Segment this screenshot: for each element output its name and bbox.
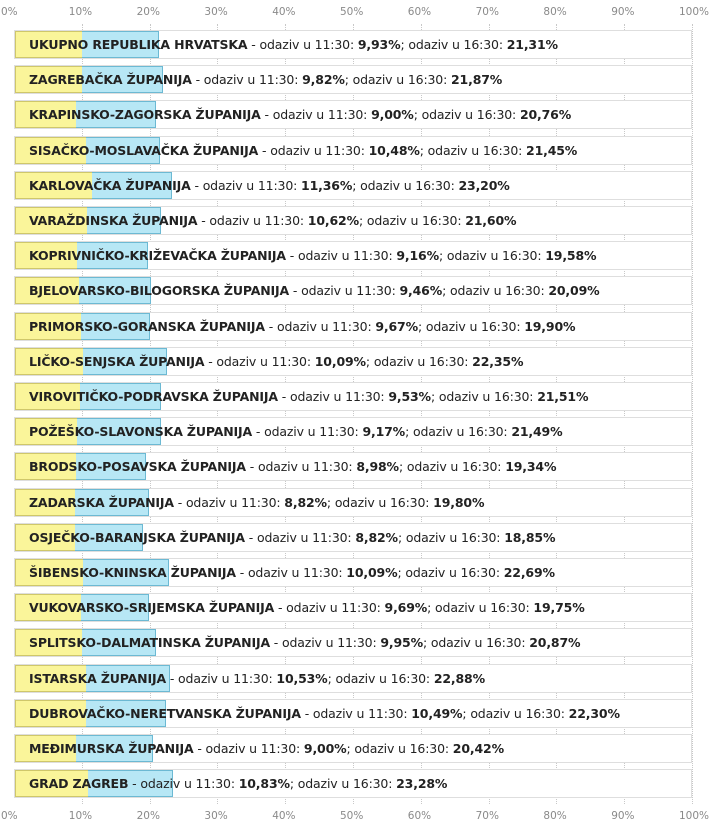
region-row (14, 312, 692, 341)
value-label-1130: 9,46% (399, 283, 443, 298)
series-name-1130: odaziv u 11:30 (202, 178, 294, 193)
region-row (14, 136, 692, 165)
row-label (29, 242, 596, 269)
row-label (29, 101, 571, 128)
label-connector: - (300, 706, 313, 721)
value-label-1130: 9,16% (396, 248, 439, 263)
series-name-1630: odaziv u 16:30 (435, 600, 526, 615)
label-connector: - (269, 635, 282, 650)
label-separator: ; (365, 354, 374, 369)
value-label-1130: 10,53% (276, 671, 328, 686)
row-label (29, 348, 523, 375)
label-connector: - (260, 107, 273, 122)
region-row (14, 769, 692, 798)
value-label-1630: 19,90% (524, 319, 576, 334)
label-separator: ; (398, 459, 407, 474)
value-label-1130: 9,67% (375, 319, 418, 334)
gridline (692, 24, 693, 804)
label-separator: ; (438, 248, 447, 263)
value-label-1130: 9,93% (357, 37, 401, 52)
series-name-1630: odaziv u 16:30 (421, 107, 513, 122)
label-connector: - (264, 319, 277, 334)
label-connector: - (193, 741, 206, 756)
label-colon: : (443, 72, 451, 87)
row-label (29, 489, 484, 516)
series-name-1130: odaziv u 11:30 (185, 495, 277, 510)
region-row (14, 417, 692, 446)
region-name: SISAČKO-MOSLAVAČKA ŽUPANIJA (29, 143, 259, 158)
label-connector: - (244, 530, 257, 545)
label-colon: : (306, 354, 315, 369)
value-label-1130: 9,00% (371, 107, 414, 122)
label-separator: ; (344, 72, 353, 87)
series-name-1130: odaziv u 11:30 (203, 72, 295, 87)
label-separator: ; (358, 213, 367, 228)
value-label-1630: 19,80% (433, 495, 485, 510)
region-row (14, 347, 692, 376)
value-label-1130: 10,83% (238, 776, 290, 791)
x-axis-top (0, 2, 709, 20)
label-colon: : (540, 283, 549, 298)
value-label-1630: 21,60% (465, 213, 517, 228)
value-label-1630: 22,88% (433, 671, 485, 686)
label-separator: ; (346, 741, 355, 756)
label-colon: : (363, 107, 372, 122)
label-colon: : (503, 424, 512, 439)
label-separator: ; (327, 671, 336, 686)
label-separator: ; (413, 107, 422, 122)
region-name: ZAGREBAČKA ŽUPANIJA (29, 72, 192, 87)
series-name-1130: odaziv u 11:30 (216, 354, 307, 369)
row-label (29, 66, 502, 93)
region-name: LIČKO-SENJSKA ŽUPANIJA (29, 354, 205, 369)
label-connector: - (277, 389, 290, 404)
value-label-1630: 22,35% (472, 354, 524, 369)
series-name-1630: odaziv u 16:30 (470, 706, 561, 721)
series-name-1630: odaziv u 16:30 (406, 459, 498, 474)
region-name: BRODSKO-POSAVSKA ŽUPANIJA (29, 459, 246, 474)
x-axis-bottom (0, 806, 709, 824)
label-colon: : (425, 671, 434, 686)
label-colon: : (348, 459, 357, 474)
label-connector: - (274, 600, 287, 615)
label-connector: - (173, 495, 186, 510)
value-label-1630: 19,58% (545, 248, 597, 263)
label-colon: : (516, 319, 525, 334)
label-separator: ; (352, 178, 361, 193)
region-name: KARLOVAČKA ŽUPANIJA (29, 178, 191, 193)
region-row (14, 664, 692, 693)
label-colon: : (376, 600, 385, 615)
top-tick-label: 50% (340, 6, 364, 18)
row-label (29, 313, 575, 340)
region-row (14, 593, 692, 622)
value-label-1130: 9,53% (388, 389, 431, 404)
value-label-1130: 10,49% (411, 706, 463, 721)
region-name: MEĐIMURSKA ŽUPANIJA (29, 741, 194, 756)
region-row (14, 100, 692, 129)
series-name-1130: odaziv u 11:30 (286, 600, 377, 615)
series-name-1130: odaziv u 11:30 (259, 37, 350, 52)
bottom-tick-label: 100% (679, 810, 709, 822)
region-name: VUKOVARSKO-SRIJEMSKA ŽUPANIJA (29, 600, 275, 615)
value-label-1130: 11,36% (301, 178, 353, 193)
value-label-1130: 9,82% (302, 72, 345, 87)
series-name-1630: odaziv u 16:30 (373, 354, 465, 369)
label-colon: : (444, 741, 453, 756)
value-label-1630: 21,87% (451, 72, 503, 87)
series-name-1130: odaziv u 11:30 (209, 213, 300, 228)
row-label (29, 172, 510, 199)
region-row (14, 734, 692, 763)
value-label-1130: 9,69% (384, 600, 428, 615)
region-name: GRAD ZAGREB (29, 776, 129, 791)
label-colon: : (537, 248, 546, 263)
label-colon: : (354, 424, 363, 439)
region-name: PRIMORSKO-GORANSKA ŽUPANIJA (29, 319, 265, 334)
region-name: OSJEČKO-BARANJSKA ŽUPANIJA (29, 530, 245, 545)
label-colon: : (338, 565, 347, 580)
series-name-1130: odaziv u 11:30 (297, 248, 389, 263)
label-separator: ; (419, 143, 428, 158)
value-label-1130: 8,82% (355, 530, 398, 545)
label-connector: - (191, 72, 204, 87)
label-separator: ; (397, 530, 406, 545)
region-row (14, 241, 692, 270)
bottom-tick-label: 60% (407, 810, 432, 822)
value-label-1130: 10,09% (346, 565, 398, 580)
label-colon: : (299, 213, 308, 228)
value-label-1130: 9,00% (303, 741, 347, 756)
value-label-1630: 19,75% (533, 600, 585, 615)
series-name-1130: odaziv u 11:30 (301, 283, 392, 298)
series-name-1630: odaziv u 16:30 (425, 319, 517, 334)
series-name-1630: odaziv u 16:30 (335, 671, 426, 686)
value-label-1630: 21,51% (537, 389, 589, 404)
label-connector: - (285, 248, 298, 263)
label-connector: - (197, 213, 210, 228)
row-label (29, 665, 485, 692)
series-name-1630: odaziv u 16:30 (449, 283, 541, 298)
region-name: ZADARSKA ŽUPANIJA (29, 495, 174, 510)
series-name-1630: odaziv u 16:30 (360, 178, 451, 193)
region-name: POŽEŠKO-SLAVONSKA ŽUPANIJA (29, 424, 253, 439)
label-separator: ; (400, 37, 409, 52)
region-row (14, 382, 692, 411)
series-name-1630: odaziv u 16:30 (438, 389, 530, 404)
label-colon: : (388, 248, 397, 263)
region-row (14, 30, 692, 59)
series-name-1630: odaziv u 16:30 (405, 565, 496, 580)
region-row (14, 171, 692, 200)
value-label-1630: 23,28% (396, 776, 448, 791)
label-colon: : (403, 706, 412, 721)
top-tick-label: 40% (272, 6, 296, 18)
region-name: ŠIBENSKO-KNINSKA ŽUPANIJA (29, 565, 236, 580)
label-separator: ; (442, 283, 450, 298)
label-separator: ; (427, 600, 436, 615)
region-row (14, 276, 692, 305)
row-label (29, 770, 447, 797)
label-colon: : (495, 565, 504, 580)
label-colon: : (525, 600, 534, 615)
top-tick-label: 20% (136, 6, 160, 18)
label-connector: - (247, 37, 260, 52)
bottom-tick-label: 70% (475, 810, 499, 822)
region-name: SPLITSKO-DALMATINSKA ŽUPANIJA (29, 635, 270, 650)
series-name-1630: odaziv u 16:30 (354, 741, 445, 756)
label-colon: : (268, 671, 277, 686)
region-name: DUBROVAČKO-NERETVANSKA ŽUPANIJA (29, 706, 301, 721)
label-colon: : (450, 178, 459, 193)
value-label-1630: 22,30% (568, 706, 620, 721)
top-tick-label: 90% (611, 6, 635, 18)
bottom-tick-label: 40% (272, 810, 296, 822)
row-label (29, 594, 585, 621)
region-name: VIROVITIČKO-PODRAVSKA ŽUPANIJA (29, 389, 278, 404)
label-colon: : (529, 389, 538, 404)
bottom-tick-label: 90% (611, 810, 635, 822)
row-label (29, 383, 588, 410)
label-colon: : (276, 495, 285, 510)
label-separator: ; (397, 565, 406, 580)
value-label-1630: 20,09% (548, 283, 600, 298)
value-label-1130: 10,48% (368, 143, 420, 158)
value-label-1630: 22,69% (503, 565, 555, 580)
row-label (29, 735, 504, 762)
label-colon: : (497, 459, 506, 474)
series-name-1130: odaziv u 11:30 (178, 671, 269, 686)
label-colon: : (294, 72, 303, 87)
label-colon: : (498, 37, 507, 52)
top-tick-label: 10% (68, 6, 93, 18)
row-label (29, 207, 516, 234)
label-colon: : (380, 389, 389, 404)
label-connector: - (252, 424, 265, 439)
value-label-1130: 10,09% (314, 354, 366, 369)
label-separator: ; (430, 389, 439, 404)
label-colon: : (296, 741, 304, 756)
label-separator: ; (462, 706, 471, 721)
region-name: ISTARSKA ŽUPANIJA (29, 671, 167, 686)
series-name-1130: odaziv u 11:30 (282, 635, 373, 650)
label-connector: - (258, 143, 271, 158)
value-label-1130: 10,62% (307, 213, 359, 228)
label-connector: - (245, 459, 258, 474)
top-tick-label: 70% (475, 6, 499, 18)
label-connector: - (166, 671, 179, 686)
series-name-1130: odaziv u 11:30 (272, 107, 364, 122)
label-colon: : (391, 283, 400, 298)
label-separator: ; (422, 635, 431, 650)
value-label-1630: 20,87% (529, 635, 581, 650)
label-separator: ; (405, 424, 413, 439)
region-row (14, 558, 692, 587)
value-label-1630: 21,45% (526, 143, 578, 158)
row-label (29, 277, 600, 304)
row-label (29, 31, 558, 58)
bottom-tick-label: 50% (340, 810, 364, 822)
value-label-1630: 21,49% (511, 424, 563, 439)
row-label (29, 453, 556, 480)
label-separator: ; (289, 776, 298, 791)
region-row (14, 452, 692, 481)
series-name-1630: odaziv u 16:30 (366, 213, 458, 228)
region-row (14, 206, 692, 235)
series-name-1130: odaziv u 11:30 (140, 776, 231, 791)
region-row (14, 523, 692, 552)
series-name-1630: odaziv u 16:30 (427, 143, 519, 158)
label-colon: : (349, 37, 358, 52)
label-colon: : (388, 776, 397, 791)
top-tick-label: 30% (204, 6, 228, 18)
row-label (29, 137, 577, 164)
top-tick-label: 100% (679, 6, 709, 18)
region-row (14, 65, 692, 94)
label-connector: - (190, 178, 203, 193)
series-name-1130: odaziv u 11:30 (264, 424, 355, 439)
label-colon: : (496, 530, 505, 545)
region-name: VARAŽDINSKA ŽUPANIJA (29, 213, 198, 228)
label-connector: - (204, 354, 217, 369)
series-name-1130: odaziv u 11:30 (276, 319, 368, 334)
series-name-1630: odaziv u 16:30 (412, 424, 504, 439)
value-label-1630: 19,34% (505, 459, 557, 474)
label-colon: : (360, 143, 369, 158)
series-name-1630: odaziv u 16:30 (430, 635, 522, 650)
label-separator: ; (417, 319, 426, 334)
series-name-1630: odaziv u 16:30 (334, 495, 426, 510)
value-label-1130: 8,98% (356, 459, 399, 474)
label-colon: : (518, 143, 527, 158)
label-colon: : (367, 319, 376, 334)
label-connector: - (235, 565, 248, 580)
label-colon: : (560, 706, 569, 721)
top-tick-label: 80% (543, 6, 567, 18)
bottom-tick-label: 10% (68, 810, 93, 822)
label-colon: : (512, 107, 520, 122)
label-colon: : (230, 776, 239, 791)
series-name-1130: odaziv u 11:30 (205, 741, 297, 756)
label-colon: : (347, 530, 356, 545)
row-label (29, 629, 580, 656)
label-colon: : (521, 635, 530, 650)
value-label-1630: 20,76% (519, 107, 572, 122)
region-row (14, 699, 692, 728)
region-name: BJELOVARSKO-BILOGORSKA ŽUPANIJA (29, 283, 290, 298)
series-name-1630: odaziv u 16:30 (408, 37, 499, 52)
region-name: UKUPNO REPUBLIKA HRVATSKA (29, 37, 248, 52)
series-name-1630: odaziv u 16:30 (405, 530, 497, 545)
series-name-1130: odaziv u 11:30 (312, 706, 404, 721)
series-name-1130: odaziv u 11:30 (256, 530, 348, 545)
label-colon: : (464, 354, 473, 369)
value-label-1130: 9,17% (362, 424, 406, 439)
value-label-1630: 21,31% (506, 37, 558, 52)
label-connector: - (128, 776, 141, 791)
series-name-1630: odaziv u 16:30 (297, 776, 389, 791)
label-colon: : (457, 213, 466, 228)
row-label (29, 559, 555, 586)
label-colon: : (425, 495, 434, 510)
region-name: KOPRIVNIČKO-KRIŽEVAČKA ŽUPANIJA (29, 248, 286, 263)
value-label-1630: 23,20% (458, 178, 510, 193)
bottom-tick-label: 0% (1, 810, 18, 822)
series-name-1130: odaziv u 11:30 (247, 565, 339, 580)
top-tick-label: 0% (1, 6, 18, 18)
label-colon: : (293, 178, 302, 193)
bottom-tick-label: 80% (543, 810, 567, 822)
row-label (29, 700, 620, 727)
top-tick-label: 60% (407, 6, 432, 18)
region-row (14, 628, 692, 657)
bottom-tick-label: 20% (136, 810, 160, 822)
region-row (14, 488, 692, 517)
label-separator: ; (326, 495, 335, 510)
row-label (29, 418, 562, 445)
label-colon: : (372, 635, 381, 650)
row-label (29, 524, 555, 551)
series-name-1630: odaziv u 16:30 (446, 248, 538, 263)
region-name: KRAPINSKO-ZAGORSKA ŽUPANIJA (29, 107, 261, 122)
series-name-1630: odaziv u 16:30 (352, 72, 444, 87)
label-connector: - (289, 283, 302, 298)
value-label-1130: 8,82% (284, 495, 327, 510)
series-name-1130: odaziv u 11:30 (257, 459, 349, 474)
value-label-1630: 18,85% (504, 530, 556, 545)
series-name-1130: odaziv u 11:30 (289, 389, 381, 404)
bottom-tick-label: 30% (204, 810, 228, 822)
value-label-1630: 20,42% (452, 741, 504, 756)
value-label-1130: 9,95% (380, 635, 423, 650)
series-name-1130: odaziv u 11:30 (270, 143, 361, 158)
